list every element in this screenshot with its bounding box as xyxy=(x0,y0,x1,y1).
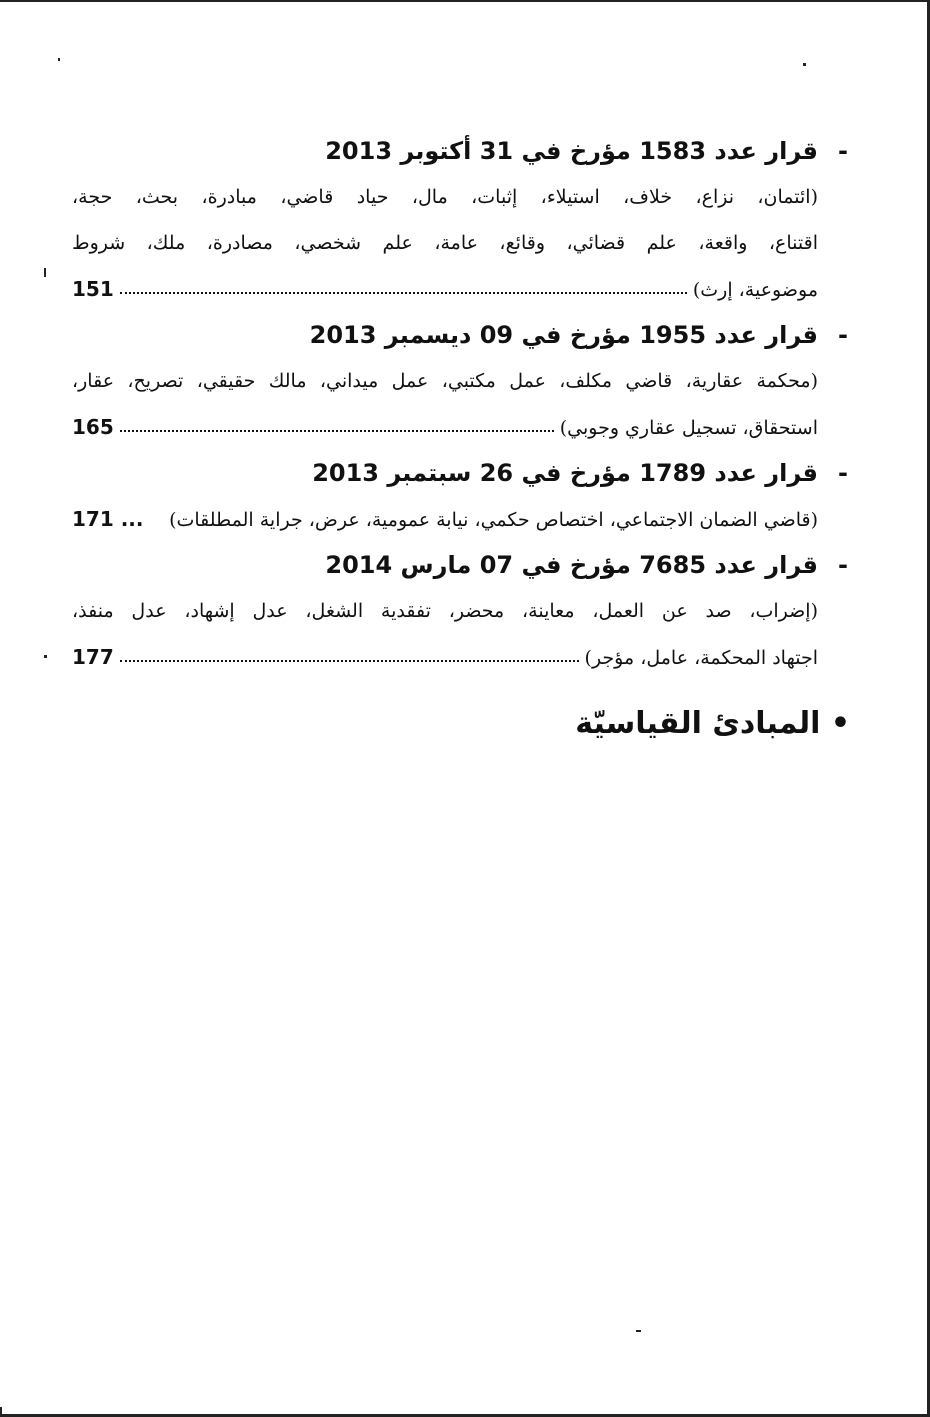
scan-speck xyxy=(803,63,806,66)
page-number-value: 171 xyxy=(72,507,114,531)
heading-dash: - xyxy=(838,459,848,487)
scan-speck xyxy=(44,268,46,277)
keywords-line: اقتناع، واقعة، علم قضائي، وقائع، عامة، علم شخصي، مصادرة، ملك، شروط xyxy=(72,232,818,254)
table-of-contents xyxy=(72,128,848,680)
dot-leader xyxy=(120,292,687,294)
toc-line xyxy=(72,634,848,680)
heading-dash: - xyxy=(838,137,848,165)
heading-dash: - xyxy=(838,551,848,579)
page-number: 151 xyxy=(72,277,114,301)
page-number: 165 xyxy=(72,415,114,439)
keywords-line: (إضراب، صد عن العمل، معاينة، محضر، تفقدية الشغل، عدل إشهاد، عدل منفذ، xyxy=(72,600,818,622)
page-border-top xyxy=(0,0,930,2)
page-number: 177 xyxy=(72,645,114,669)
keywords-line-end: استحقاق، تسجيل عقاري وجوبي) xyxy=(559,417,818,439)
entry-heading xyxy=(72,312,848,358)
entry-heading xyxy=(72,450,848,496)
page-border-left-tick xyxy=(0,1407,2,1417)
keywords-line-end: (قاضي الضمان الاجتماعي، اختصاص حكمي، نيابة عمومية، عرض، جراية المطلقات) xyxy=(169,509,818,531)
toc-line xyxy=(72,496,848,542)
entry-heading-text: قرار عدد 1789 مؤرخ في 26 سبتمبر 2013 xyxy=(312,459,818,487)
dot-leader xyxy=(120,660,579,662)
entry-heading-text: قرار عدد 1583 مؤرخ في 31 أكتوبر 2013 xyxy=(325,137,818,165)
scan-speck xyxy=(636,1330,641,1332)
keywords-line: (محكمة عقارية، قاضي مكلف، عمل مكتبي، عمل ميداني، مالك حقيقي، تصريح، عقار، xyxy=(72,370,818,392)
toc-line xyxy=(72,266,848,312)
keywords-line-end: موضوعية، إرث) xyxy=(692,279,818,301)
entry-heading-text: قرار عدد 7685 مؤرخ في 07 مارس 2014 xyxy=(325,551,818,579)
scan-speck xyxy=(44,655,47,658)
entry-heading xyxy=(72,128,848,174)
keywords-line: (ائتمان، نزاع، خلاف، استيلاء، إثبات، مال، حياد قاضي، مبادرة، بحث، حجة، xyxy=(72,186,818,208)
heading-dash: - xyxy=(838,321,848,349)
scan-speck xyxy=(58,58,60,61)
entry-heading xyxy=(72,542,848,588)
toc-line xyxy=(72,404,848,450)
dot-leader xyxy=(120,430,554,432)
entry-heading-text: قرار عدد 1955 مؤرخ في 09 ديسمبر 2013 xyxy=(309,321,818,349)
keywords-line-end: اجتهاد المحكمة، عامل، مؤجر) xyxy=(584,647,818,669)
page-number: 171 ... xyxy=(72,507,144,531)
section-title: • المبادئ القياسيّة xyxy=(575,706,850,741)
